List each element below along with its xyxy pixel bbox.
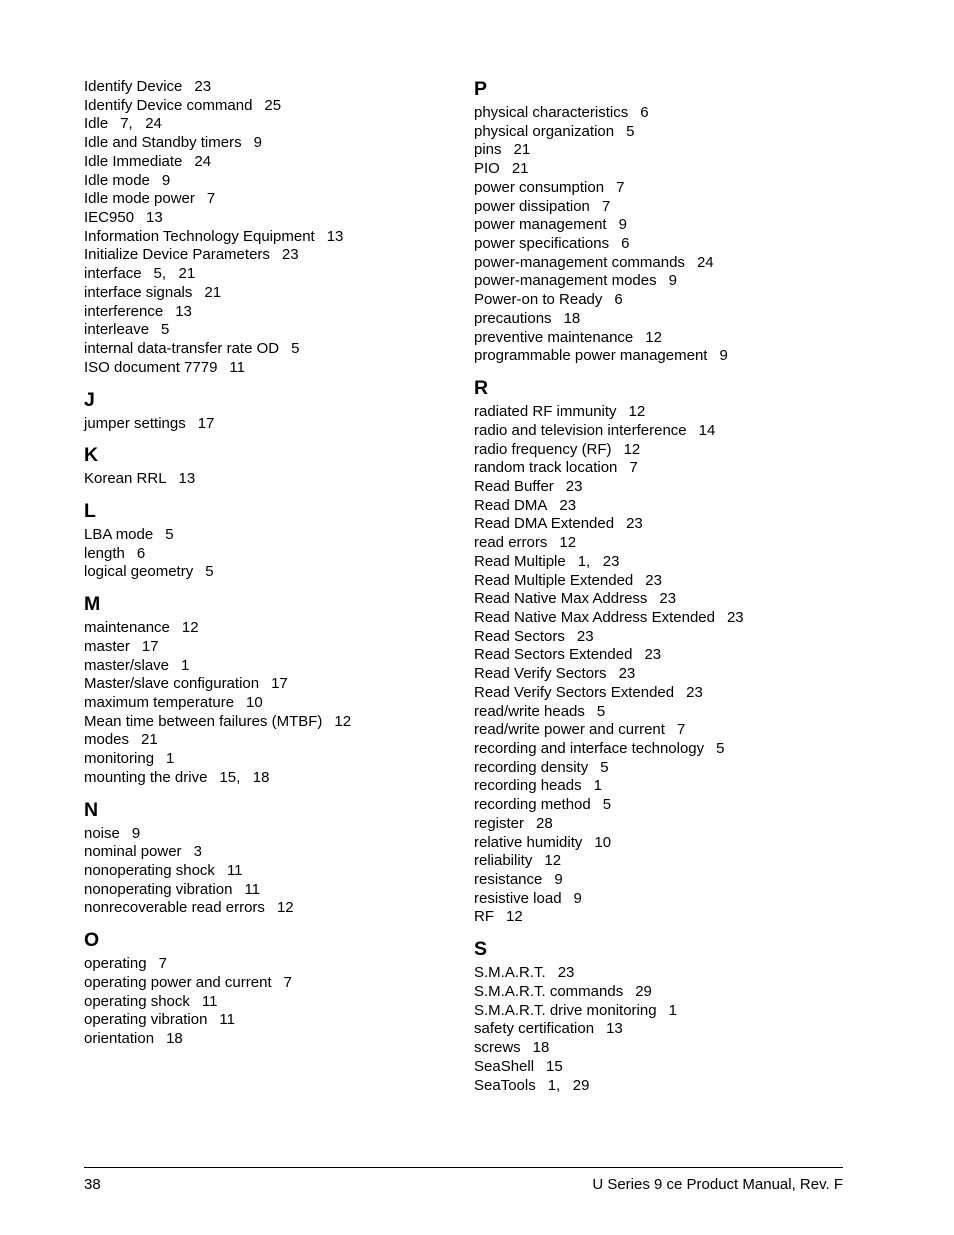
index-page-refs[interactable]: 9 (719, 347, 728, 365)
index-page-refs[interactable]: 11 (226, 862, 243, 879)
index-page-refs[interactable]: 23 (726, 608, 744, 626)
index-term: Read Native Max Address Extended (474, 608, 715, 626)
section-letter-heading: L (84, 499, 96, 522)
index-entry (474, 1002, 854, 1021)
index-page-refs[interactable]: 23 (281, 246, 299, 264)
index-term: recording heads (474, 777, 582, 795)
index-section (84, 929, 454, 1049)
index-entry (84, 1030, 454, 1049)
index-page-refs[interactable]: 23 (559, 496, 577, 514)
index-page-refs[interactable]: 7 (158, 955, 167, 973)
index-entry (474, 329, 854, 348)
index-term: PIO (474, 160, 500, 178)
section-letter-heading: P (474, 78, 488, 100)
index-term: power consumption (474, 178, 605, 196)
index-term: Information Technology Equipment (84, 227, 315, 245)
index-page-refs[interactable]: 11 (201, 992, 218, 1010)
index-entry (84, 638, 454, 657)
index-term: Korean RRL (84, 470, 167, 488)
index-page-refs[interactable]: 18 (166, 1030, 183, 1048)
index-term: register (474, 814, 525, 832)
index-entry (474, 179, 854, 198)
index-page-refs[interactable]: 9 (573, 889, 582, 907)
index-page-refs[interactable]: 18 (563, 309, 581, 327)
section-letter-heading: J (84, 388, 95, 411)
index-entry (474, 123, 854, 142)
index-entry (84, 955, 454, 974)
index-term: Read Multiple (474, 552, 566, 570)
index-term: noise (84, 824, 120, 842)
index-term: nonoperating shock (84, 862, 215, 879)
index-term: operating (84, 955, 147, 973)
index-page-refs[interactable]: 23 (645, 571, 662, 589)
index-column-left (84, 78, 454, 1049)
index-page-refs[interactable]: 17 (141, 637, 159, 655)
footer-manual-title: U Series 9 ce Product Manual, Rev. F (592, 1176, 843, 1193)
index-entry (84, 172, 454, 191)
index-term: relative humidity (474, 833, 583, 851)
index-term: SeaTools (474, 1076, 536, 1094)
index-entry (474, 478, 854, 497)
index-term: ISO document 7779 (84, 358, 218, 376)
index-entry (474, 403, 854, 422)
index-term: interface signals (84, 283, 193, 301)
index-page-refs[interactable]: 12 (544, 852, 562, 870)
index-page-refs[interactable]: 24 (194, 152, 212, 170)
index-term: interference (84, 302, 164, 320)
index-term: nominal power (84, 843, 182, 861)
index-entry (474, 815, 854, 834)
index-term: Power-on to Ready (474, 291, 603, 309)
index-term: mounting the drive (84, 768, 208, 786)
index-term: Read DMA (474, 496, 548, 514)
index-page-refs[interactable]: 13 (326, 227, 344, 245)
index-page-refs[interactable]: 12 (506, 908, 523, 926)
index-entry (474, 347, 854, 366)
index-page-refs[interactable]: 9 (161, 171, 171, 189)
index-section (474, 78, 854, 366)
index-section (474, 938, 854, 1095)
index-page-refs[interactable]: 11 (244, 880, 261, 898)
index-page-refs[interactable]: 5 (291, 340, 300, 358)
index-page-refs[interactable]: 11 (219, 1011, 235, 1029)
index-term: Read Sectors (474, 627, 565, 645)
index-term: modes (84, 731, 130, 749)
index-entry (474, 908, 854, 927)
index-section (84, 78, 454, 378)
index-entry (474, 1058, 854, 1077)
index-entry (84, 340, 454, 359)
index-entry (84, 321, 454, 340)
index-entry (84, 153, 454, 172)
index-entry (474, 665, 854, 684)
index-term: recording and interface technology (474, 740, 705, 757)
index-entry (474, 590, 854, 609)
index-entry (474, 291, 854, 310)
index-entry (474, 628, 854, 647)
index-page-refs[interactable]: 13 (606, 1020, 623, 1038)
index-term: maintenance (84, 619, 170, 637)
index-entry (84, 526, 454, 545)
index-page-refs[interactable]: 12 (181, 619, 199, 637)
index-entry (84, 731, 454, 750)
index-entry (474, 160, 854, 179)
index-entry (84, 209, 454, 228)
index-term: power-management commands (474, 253, 685, 271)
index-page-refs[interactable]: 5 (165, 525, 174, 543)
index-page-refs[interactable]: 24 (696, 253, 714, 271)
index-page-refs[interactable]: 23 (686, 683, 703, 701)
index-term: recording method (474, 796, 591, 814)
index-page-refs[interactable]: 6 (614, 291, 623, 309)
section-letter-heading: K (84, 444, 99, 467)
index-page-refs[interactable]: 5 (596, 702, 606, 720)
index-page-refs[interactable]: 5 (205, 563, 214, 581)
index-term: Read Sectors Extended (474, 646, 633, 664)
index-page-refs[interactable]: 9 (131, 824, 141, 842)
index-term: reliability (474, 852, 533, 870)
index-term: read/write heads (474, 702, 585, 720)
index-page-refs[interactable]: 13 (178, 470, 196, 488)
index-entry (84, 415, 454, 434)
index-page-refs[interactable]: 5 (600, 758, 609, 776)
index-entry (474, 646, 854, 665)
index-entry (84, 974, 454, 993)
index-term: S.M.A.R.T. drive monitoring (474, 1001, 657, 1019)
index-entry (84, 843, 454, 862)
footer-page-number: 38 (84, 1176, 101, 1193)
index-entry (474, 684, 854, 703)
index-page-refs[interactable]: 14 (698, 421, 716, 439)
index-page-refs[interactable]: 7 (206, 190, 216, 208)
index-term: LBA mode (84, 525, 154, 543)
index-term: read errors (474, 534, 548, 552)
section-letter-heading: N (84, 798, 99, 821)
index-term: SeaShell (474, 1057, 535, 1075)
index-entry (84, 862, 454, 881)
index-page-refs[interactable]: 1 (166, 750, 175, 768)
index-term: read/write power and current (474, 721, 665, 739)
index-page-refs[interactable]: 10 (246, 693, 263, 711)
index-page-refs[interactable]: 9 (253, 134, 262, 152)
index-page-refs[interactable]: 23 (565, 477, 583, 495)
index-entry (84, 303, 454, 322)
index-term: orientation (84, 1030, 155, 1048)
index-entry (474, 534, 854, 553)
index-page-refs[interactable]: 21 (511, 160, 529, 178)
section-letter-heading: M (84, 593, 101, 616)
index-term: Initialize Device Parameters (84, 246, 270, 264)
index-column-right (474, 78, 854, 1095)
index-page-refs[interactable]: 9 (618, 216, 627, 234)
index-entry (474, 104, 854, 123)
index-entry (84, 769, 454, 788)
index-term: jumper settings (84, 414, 186, 432)
index-term: master/slave (84, 656, 170, 674)
index-term: IEC950 (84, 209, 135, 227)
index-entry (84, 97, 454, 116)
index-term: precautions (474, 309, 552, 327)
index-page-refs[interactable]: 23 (659, 590, 677, 608)
index-page-refs[interactable]: 23 (194, 78, 212, 95)
index-page-refs[interactable]: 23 (626, 515, 643, 533)
index-page-refs[interactable]: 7 (283, 973, 292, 991)
index-term: power specifications (474, 235, 610, 253)
index-page-refs[interactable]: 3 (193, 843, 202, 861)
index-term: Read Native Max Address (474, 590, 648, 608)
index-term: Identify Device (84, 78, 183, 95)
index-term: operating power and current (84, 973, 272, 991)
index-page-refs[interactable]: 25 (264, 96, 282, 114)
index-entry (474, 515, 854, 534)
index-term: master (84, 637, 130, 655)
index-entry (84, 993, 454, 1012)
index-entry (474, 198, 854, 217)
index-page-refs[interactable]: 12 (559, 534, 577, 552)
index-entry (474, 703, 854, 722)
index-term: Read DMA Extended (474, 515, 615, 533)
index-page-refs[interactable]: 15 (546, 1057, 563, 1075)
index-term: operating shock (84, 992, 190, 1010)
index-section (84, 389, 454, 434)
index-page-refs[interactable]: 7 (676, 721, 686, 739)
index-page-refs[interactable]: 5 (716, 740, 725, 757)
index-page-refs[interactable]: 28 (536, 814, 553, 832)
index-entry (84, 78, 454, 97)
index-page-refs[interactable]: 15, 18 (219, 768, 270, 786)
index-page-refs[interactable]: 5 (161, 321, 170, 339)
index-entry (84, 265, 454, 284)
index-entry (474, 422, 854, 441)
index-section (84, 593, 454, 787)
index-term: pins (474, 141, 502, 159)
index-term: resistive load (474, 889, 562, 907)
index-page-refs[interactable]: 1, 23 (577, 552, 620, 570)
index-term: Mean time between failures (MTBF) (84, 712, 323, 730)
index-page-refs[interactable]: 23 (557, 964, 575, 982)
index-page-refs[interactable]: 7 (629, 459, 638, 477)
index-term: internal data-transfer rate OD (84, 340, 280, 358)
index-entry (84, 881, 454, 900)
index-entry (84, 675, 454, 694)
index-page-refs[interactable]: 1 (593, 777, 602, 795)
index-entry (84, 619, 454, 638)
index-page-refs[interactable]: 11 (229, 358, 245, 376)
index-term: radio and television interference (474, 421, 687, 439)
index-term: random track location (474, 459, 618, 477)
index-page-refs[interactable]: 6 (136, 544, 146, 562)
index-term: nonrecoverable read errors (84, 899, 265, 917)
index-entry (474, 796, 854, 815)
index-entry (84, 825, 454, 844)
index-entry (84, 284, 454, 303)
index-page-refs[interactable]: 1, 29 (547, 1076, 590, 1094)
index-term: safety certification (474, 1020, 595, 1038)
index-entry (474, 572, 854, 591)
index-term: radio frequency (RF) (474, 440, 612, 458)
index-entry (474, 497, 854, 516)
index-term: preventive maintenance (474, 328, 634, 346)
index-entry (474, 834, 854, 853)
index-entry (84, 228, 454, 247)
index-term: screws (474, 1039, 521, 1057)
index-page-refs[interactable]: 7, 24 (120, 115, 162, 133)
index-section (84, 799, 454, 919)
index-term: programmable power management (474, 347, 708, 365)
index-entry (84, 190, 454, 209)
index-term: power dissipation (474, 197, 590, 215)
index-entry (84, 246, 454, 265)
index-entry (474, 852, 854, 871)
index-entry (474, 740, 854, 759)
index-section (474, 377, 854, 927)
index-entry (474, 759, 854, 778)
section-letter-heading: S (474, 938, 488, 961)
index-term: Read Verify Sectors Extended (474, 683, 675, 701)
index-term: Read Multiple Extended (474, 571, 634, 589)
index-entry (474, 871, 854, 890)
index-entry (84, 115, 454, 134)
index-term: physical organization (474, 122, 615, 140)
index-page-refs[interactable]: 1 (181, 656, 190, 674)
index-page-refs[interactable]: 10 (594, 833, 612, 851)
index-term: operating vibration (84, 1011, 208, 1029)
index-page-refs[interactable]: 23 (576, 627, 594, 645)
index-term: Idle mode (84, 171, 150, 189)
index-entry (474, 216, 854, 235)
index-section (84, 444, 454, 489)
index-entry (474, 983, 854, 1002)
index-section (84, 500, 454, 582)
index-term: Read Buffer (474, 477, 554, 495)
index-entry (474, 1039, 854, 1058)
index-term: physical characteristics (474, 104, 629, 121)
index-entry (84, 545, 454, 564)
index-page-refs[interactable]: 21 (141, 731, 158, 749)
index-page-refs[interactable]: 23 (618, 665, 636, 683)
index-entry (474, 441, 854, 460)
index-entry (474, 777, 854, 796)
index-entry (474, 310, 854, 329)
index-page-refs[interactable]: 9 (668, 272, 677, 290)
index-page-refs[interactable]: 29 (635, 982, 652, 1000)
index-page-refs[interactable]: 12 (623, 440, 641, 458)
index-page-refs[interactable]: 7 (601, 197, 611, 215)
index-term: Master/slave configuration (84, 675, 260, 693)
index-entry (474, 272, 854, 291)
index-page-refs[interactable]: 12 (334, 712, 352, 730)
index-entry (474, 721, 854, 740)
index-page-refs[interactable]: 12 (628, 403, 646, 421)
index-page-refs[interactable]: 12 (276, 899, 294, 917)
index-term: Identify Device command (84, 96, 253, 114)
index-term: recording density (474, 758, 589, 776)
index-page-refs[interactable]: 13 (146, 209, 163, 227)
index-term: power management (474, 216, 607, 234)
index-page-refs[interactable]: 23 (644, 646, 662, 664)
index-page-refs[interactable]: 5, 21 (153, 265, 196, 283)
index-page-refs[interactable]: 9 (554, 871, 563, 889)
index-term: resistance (474, 871, 543, 889)
index-page-refs[interactable]: 13 (175, 302, 192, 320)
index-term: radiated RF immunity (474, 403, 617, 421)
index-term: length (84, 544, 125, 562)
index-entry (474, 1020, 854, 1039)
index-entry (84, 899, 454, 918)
index-term: Read Verify Sectors (474, 665, 607, 683)
index-term: power-management modes (474, 272, 657, 290)
index-page-refs[interactable]: 21 (513, 141, 531, 159)
footer-rule (84, 1167, 843, 1168)
index-page-refs[interactable]: 6 (621, 235, 630, 253)
index-term: S.M.A.R.T. (474, 964, 546, 982)
index-page-refs[interactable]: 5 (626, 122, 635, 140)
index-page-refs[interactable]: 1 (668, 1001, 677, 1019)
index-term: maximum temperature (84, 693, 235, 711)
index-page-refs[interactable]: 6 (640, 104, 649, 121)
index-term: Idle (84, 115, 109, 133)
index-entry (84, 713, 454, 732)
index-entry (474, 254, 854, 273)
index-entry (84, 1011, 454, 1030)
index-entry (84, 750, 454, 769)
index-entry (474, 459, 854, 478)
section-letter-heading: R (474, 377, 489, 400)
index-page-refs[interactable]: 12 (645, 328, 662, 346)
index-entry (474, 553, 854, 572)
index-term: logical geometry (84, 563, 194, 581)
index-term: interleave (84, 321, 150, 339)
index-entry (84, 134, 454, 153)
index-page-refs[interactable]: 17 (197, 414, 215, 432)
index-entry (474, 1077, 854, 1096)
index-entry (474, 609, 854, 628)
section-letter-heading: O (84, 929, 100, 952)
index-entry (474, 964, 854, 983)
index-term: RF (474, 908, 494, 926)
index-page-refs[interactable]: 18 (532, 1039, 550, 1057)
index-entry (84, 694, 454, 713)
index-page-refs[interactable]: 5 (602, 796, 612, 814)
index-entry (84, 470, 454, 489)
index-term: monitoring (84, 750, 155, 768)
index-term: Idle mode power (84, 190, 195, 208)
index-entry (474, 890, 854, 909)
index-term: Idle and Standby timers (84, 134, 242, 152)
index-page-refs[interactable]: 17 (271, 675, 288, 693)
index-page-refs[interactable]: 7 (616, 178, 625, 196)
index-term: interface (84, 265, 142, 283)
index-entry (84, 563, 454, 582)
index-entry (84, 359, 454, 378)
index-page-refs[interactable]: 21 (204, 283, 222, 301)
index-term: nonoperating vibration (84, 880, 233, 898)
index-entry (474, 141, 854, 160)
index-term: Idle Immediate (84, 152, 183, 170)
index-entry (84, 657, 454, 676)
index-entry (474, 235, 854, 254)
index-term: S.M.A.R.T. commands (474, 982, 624, 1000)
